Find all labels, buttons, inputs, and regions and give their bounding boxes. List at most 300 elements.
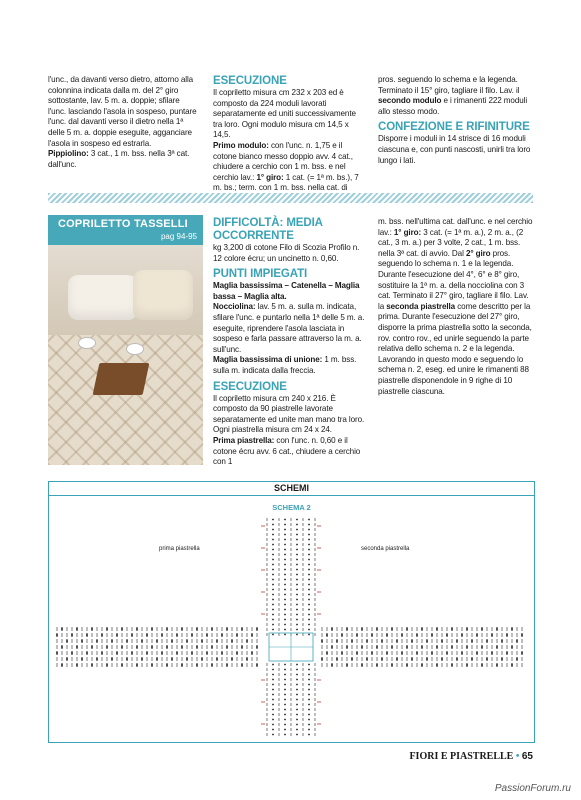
stitch-symbol xyxy=(296,699,298,701)
bold-term: Nocciolina: xyxy=(213,302,256,312)
stitch-symbol xyxy=(131,651,133,655)
bold-term: Maglia bassissima – Catenella – Maglia bassa – Maglia alta. xyxy=(213,281,360,301)
stitch-symbol xyxy=(186,639,188,643)
stitch-symbol xyxy=(296,709,298,711)
stitch-symbol xyxy=(272,699,274,701)
stitch-symbol xyxy=(284,584,286,586)
bold-term: Prima piastrella: xyxy=(213,435,275,445)
stitch-symbol xyxy=(81,657,83,661)
stitch-symbol xyxy=(346,645,348,649)
stitch-symbol xyxy=(396,639,398,643)
stitch-symbol xyxy=(272,689,274,691)
bold-term: seconda piastrella xyxy=(386,301,456,311)
stitch-symbol xyxy=(216,657,218,661)
stitch-symbol xyxy=(496,627,498,631)
stitch-symbol xyxy=(308,524,310,526)
text-column-top-2 xyxy=(213,75,363,205)
stitch-symbol xyxy=(272,684,274,686)
stitch-symbol xyxy=(241,663,243,667)
stitch-symbol xyxy=(71,633,73,637)
stitch-symbol xyxy=(272,664,274,666)
stitch-symbol xyxy=(106,663,108,667)
stitch-symbol xyxy=(391,645,393,649)
stitch-symbol xyxy=(436,645,438,649)
stitch-symbol xyxy=(296,534,298,536)
schemi-box xyxy=(48,481,535,743)
stitch-symbol xyxy=(308,604,310,606)
bold-term: Maglia bassissima di unione: xyxy=(213,355,323,365)
text-run: come descritto per la prima. Durante l'esecuzione del 27° giro, disporre la prima piastrella sotto la seconda, rov. contro rov., ed unirle seguendo la parte relativa dello schema n. 2 e la legenda. Lavorando in questo modo e seguendo lo schema n. 2, eseg. ed unire le rimanenti 88 piastrelle disponendole in 9 righe di 10 piastrelle ciascuna. xyxy=(378,301,532,396)
stitch-symbol xyxy=(284,634,286,636)
stitch-symbol xyxy=(376,663,378,667)
stitch-symbol xyxy=(308,729,310,731)
stitch-symbol xyxy=(308,529,310,531)
stitch-symbol xyxy=(296,579,298,581)
stitch-symbol xyxy=(296,674,298,676)
stitch-symbol xyxy=(381,639,383,643)
text-run: e i rimanenti 222 moduli allo stesso modo. xyxy=(378,96,528,116)
stitch-symbol xyxy=(272,704,274,706)
stitch-symbol xyxy=(516,639,518,643)
stitch-symbol xyxy=(391,663,393,667)
stitch-symbol xyxy=(346,627,348,631)
schemi-title: SCHEMI xyxy=(273,483,309,493)
stitch-symbol xyxy=(284,574,286,576)
paragraph xyxy=(213,281,365,302)
stitch-symbol xyxy=(284,719,286,721)
stitch-symbol xyxy=(181,663,183,667)
stitch-symbol xyxy=(284,579,286,581)
paragraph xyxy=(213,394,365,436)
stitch-symbol xyxy=(308,634,310,636)
stitch-symbol xyxy=(284,609,286,611)
bold-term: secondo modulo xyxy=(378,96,442,106)
stitch-symbol xyxy=(296,684,298,686)
stitch-symbol xyxy=(511,627,513,631)
stitch-symbol xyxy=(151,627,153,631)
stitch-symbol xyxy=(241,627,243,631)
stitch-symbol xyxy=(284,714,286,716)
stitch-symbol xyxy=(501,639,503,643)
label-prima-piastrella: prima piastrella xyxy=(159,546,200,552)
pillow-shape xyxy=(133,270,193,320)
stitch-symbol xyxy=(284,529,286,531)
stitch-symbol xyxy=(501,657,503,661)
stitch-symbol xyxy=(466,627,468,631)
stitch-symbol xyxy=(308,694,310,696)
stitch-symbol xyxy=(216,639,218,643)
stitch-symbol xyxy=(226,627,228,631)
stitch-symbol xyxy=(476,633,478,637)
stitch-symbol xyxy=(366,657,368,661)
stitch-symbol xyxy=(201,639,203,643)
stitch-symbol xyxy=(76,645,78,649)
footer-separator: • xyxy=(515,751,520,762)
stitch-symbol xyxy=(256,645,258,649)
stitch-symbol xyxy=(401,651,403,655)
stitch-symbol xyxy=(331,645,333,649)
stitch-symbol xyxy=(284,569,286,571)
stitch-symbol xyxy=(272,714,274,716)
stitch-symbol xyxy=(486,657,488,661)
stitch-symbol xyxy=(308,709,310,711)
stitch-symbol xyxy=(308,704,310,706)
stitch-symbol xyxy=(284,539,286,541)
stitch-symbol xyxy=(461,651,463,655)
stitch-symbol xyxy=(284,669,286,671)
text-column-top-1 xyxy=(48,75,198,170)
stitch-symbol xyxy=(96,639,98,643)
stitch-symbol xyxy=(81,639,83,643)
stitch-symbol xyxy=(284,724,286,726)
stitch-symbol xyxy=(296,574,298,576)
paragraph: Disporre i moduli in 14 strisce di 16 moduli ciascuna e, con punti nascosti, unirli tra loro lungo i lati. xyxy=(378,134,531,165)
pillow-shape xyxy=(68,275,138,320)
stitch-symbol xyxy=(126,639,128,643)
stitch-symbol xyxy=(272,674,274,676)
stitch-symbol xyxy=(151,645,153,649)
stitch-symbol xyxy=(431,633,433,637)
stitch-symbol xyxy=(236,633,238,637)
stitch-symbol xyxy=(351,657,353,661)
stitch-symbol xyxy=(111,639,113,643)
stitch-symbol xyxy=(516,657,518,661)
cup-shape xyxy=(78,337,96,349)
stitch-symbol xyxy=(126,657,128,661)
stitch-symbol xyxy=(66,639,68,643)
stitch-symbol xyxy=(136,663,138,667)
stitch-symbol xyxy=(296,619,298,621)
stitch-symbol xyxy=(284,689,286,691)
stitch-symbol xyxy=(211,663,213,667)
stitch-symbol xyxy=(284,664,286,666)
paragraph xyxy=(378,75,533,117)
stitch-symbol xyxy=(446,651,448,655)
stitch-symbol xyxy=(308,519,310,521)
stitch-symbol xyxy=(146,651,148,655)
stitch-symbol xyxy=(96,657,98,661)
stitch-symbol xyxy=(56,633,58,637)
stitch-symbol xyxy=(296,734,298,736)
stitch-symbol xyxy=(296,614,298,616)
stitch-symbol xyxy=(156,657,158,661)
stitch-symbol xyxy=(421,663,423,667)
stitch-symbol xyxy=(272,604,274,606)
bold-term: 1° giro: xyxy=(393,227,422,237)
stitch-symbol xyxy=(284,594,286,596)
stitch-symbol xyxy=(361,663,363,667)
stitch-symbol xyxy=(206,633,208,637)
stitch-symbol xyxy=(231,639,233,643)
page-number: 65 xyxy=(521,751,533,762)
stitch-symbol xyxy=(284,544,286,546)
stitch-symbol xyxy=(296,529,298,531)
stitch-symbol xyxy=(61,627,63,631)
stitch-symbol xyxy=(181,645,183,649)
blanket-pattern xyxy=(48,335,203,465)
stitch-symbol xyxy=(56,651,58,655)
stitch-symbol xyxy=(61,663,63,667)
stitch-symbol xyxy=(376,645,378,649)
stitch-symbol xyxy=(211,645,213,649)
stitch-symbol xyxy=(191,633,193,637)
stitch-symbol xyxy=(272,599,274,601)
stitch-symbol xyxy=(351,639,353,643)
stitch-symbol xyxy=(296,594,298,596)
text-column-mid-3 xyxy=(378,217,533,397)
stitch-symbol xyxy=(284,589,286,591)
stitch-symbol xyxy=(296,604,298,606)
paragraph xyxy=(378,217,533,397)
text-run: con l'unc. n. 0,60 e il cotone écru avv. 6 cat., chiudere a cerchio con 1 xyxy=(213,435,361,467)
text-run: Il copriletto misura cm 240 x 216. È composto da 90 piastrelle lavorate separatamente ed unite man mano tra loro. Ogni piastrella misura cm 24 x 24. xyxy=(213,393,365,435)
stitch-symbol xyxy=(296,724,298,726)
stitch-symbol xyxy=(272,609,274,611)
stitch-symbol xyxy=(321,657,323,661)
stitch-symbol xyxy=(326,633,328,637)
stitch-symbol xyxy=(471,657,473,661)
stitch-symbol xyxy=(308,719,310,721)
stitch-symbol xyxy=(496,663,498,667)
text-column-top-3 xyxy=(378,75,533,166)
stitch-symbol xyxy=(272,589,274,591)
stitch-symbol xyxy=(331,663,333,667)
stitch-symbol xyxy=(308,664,310,666)
stitch-symbol xyxy=(91,645,93,649)
stitch-symbol xyxy=(426,639,428,643)
stitch-symbol xyxy=(341,651,343,655)
stitch-symbol xyxy=(61,645,63,649)
stitch-symbol xyxy=(272,694,274,696)
stitch-symbol xyxy=(241,645,243,649)
stitch-symbol xyxy=(386,651,388,655)
stitch-symbol xyxy=(106,645,108,649)
paragraph xyxy=(48,75,198,149)
stitch-symbol xyxy=(481,663,483,667)
stitch-symbol xyxy=(406,627,408,631)
stitch-symbol xyxy=(506,651,508,655)
stitch-symbol xyxy=(226,645,228,649)
stitch-symbol xyxy=(296,624,298,626)
stitch-symbol xyxy=(308,614,310,616)
stitch-symbol xyxy=(141,639,143,643)
stitch-symbol xyxy=(421,627,423,631)
stitch-symbol xyxy=(308,609,310,611)
stitch-symbol xyxy=(121,627,123,631)
stitch-symbol xyxy=(296,634,298,636)
stitch-symbol xyxy=(272,669,274,671)
stitch-symbol xyxy=(308,674,310,676)
tray-shape xyxy=(93,363,150,395)
stitch-symbol xyxy=(272,594,274,596)
stitch-symbol xyxy=(308,539,310,541)
stitch-symbol xyxy=(308,574,310,576)
stitch-symbol xyxy=(272,724,274,726)
stitch-symbol xyxy=(284,564,286,566)
text-run: lav. 5 m. a. sulla m. indicata, sfilare l'unc. e puntarlo nella 1ª delle 5 m. a. eseguite, riprendere l'asola lasciata in sospeso e farla passare attraverso la m. a. sull'unc. xyxy=(213,302,365,354)
section-heading-esecuzione: ESECUZIONE xyxy=(213,75,287,87)
stitch-symbol xyxy=(246,657,248,661)
stitch-symbol xyxy=(284,624,286,626)
stitch-symbol xyxy=(296,664,298,666)
stitch-symbol xyxy=(272,619,274,621)
label-seconda-piastrella: seconda piastrella xyxy=(361,546,410,552)
stitch-symbol xyxy=(272,679,274,681)
section-heading: PUNTI IMPIEGATI xyxy=(213,268,308,281)
stitch-symbol xyxy=(284,604,286,606)
stitch-symbol xyxy=(426,657,428,661)
stitch-symbol xyxy=(272,624,274,626)
stitch-symbol xyxy=(308,544,310,546)
stitch-symbol xyxy=(201,657,203,661)
stitch-symbol xyxy=(284,549,286,551)
stitch-symbol xyxy=(371,633,373,637)
stitch-symbol xyxy=(441,639,443,643)
stitch-symbol xyxy=(226,663,228,667)
stitch-symbol xyxy=(272,559,274,561)
stitch-symbol xyxy=(272,519,274,521)
text-run: Il copriletto misura cm 232 x 203 ed è composto da 224 moduli lavorati separatamente ed uniti successivamente tra loro. Ogni modulo misura cm 14,5 x 14,5. xyxy=(213,88,356,140)
stitch-symbol xyxy=(481,627,483,631)
stitch-symbol xyxy=(376,627,378,631)
stitch-symbol xyxy=(284,709,286,711)
stitch-symbol xyxy=(336,657,338,661)
stitch-symbol xyxy=(326,651,328,655)
stitch-symbol xyxy=(206,651,208,655)
stitch-symbol xyxy=(308,594,310,596)
stitch-symbol xyxy=(116,651,118,655)
stitch-symbol xyxy=(466,645,468,649)
stitch-symbol xyxy=(308,549,310,551)
stitch-symbol xyxy=(76,627,78,631)
stitch-symbol xyxy=(166,645,168,649)
stitch-symbol xyxy=(296,539,298,541)
stitch-symbol xyxy=(121,663,123,667)
stitch-symbol xyxy=(71,651,73,655)
stitch-symbol xyxy=(156,639,158,643)
stitch-symbol xyxy=(366,639,368,643)
stitch-symbol xyxy=(356,651,358,655)
text-run: 3 cat., 1 m. bss. nella 3ª cat. dall'unc. xyxy=(48,149,190,169)
stitch-symbol xyxy=(396,657,398,661)
bold-term: 1° giro: xyxy=(256,172,284,182)
stitch-symbol xyxy=(186,657,188,661)
stitch-symbol xyxy=(251,651,253,655)
stitch-symbol xyxy=(391,627,393,631)
stitch-symbol xyxy=(461,633,463,637)
bold-term: 2° giro xyxy=(465,248,491,258)
stitch-symbol xyxy=(284,674,286,676)
stitch-symbol xyxy=(491,633,493,637)
text-run: 1 m. bss. sulla m. indicata dalla freccia. xyxy=(213,355,357,375)
photo-pages: pag 94-95 xyxy=(160,232,197,241)
stitch-symbol xyxy=(481,645,483,649)
stitch-symbol xyxy=(171,639,173,643)
stitch-symbol xyxy=(236,651,238,655)
stitch-symbol xyxy=(511,663,513,667)
paragraph-block xyxy=(378,75,533,117)
stitch-symbol xyxy=(141,657,143,661)
stitch-symbol xyxy=(308,589,310,591)
text-run: l'unc., da davanti verso dietro, attorno alla colonnina indicata dalla m. del 2° giro sottostante, lav. 5 m. a. doppie; sfilare l'unc. lasciando l'asola in sospeso, puntare l'unc. dal davanti verso il dietro nella 1ª delle 5 m. a. doppie eseguite, agganciare l'asola in sospeso ed estrarla. xyxy=(48,75,197,148)
stitch-symbol xyxy=(272,564,274,566)
text-column-mid-2 xyxy=(213,217,365,468)
stitch-symbol xyxy=(284,629,286,631)
stitch-symbol xyxy=(356,633,358,637)
stitch-symbol xyxy=(272,544,274,546)
stitch-symbol xyxy=(436,663,438,667)
stitch-symbol xyxy=(296,564,298,566)
stitch-symbol xyxy=(272,629,274,631)
stitch-symbol xyxy=(296,689,298,691)
stitch-symbol xyxy=(446,633,448,637)
stitch-symbol xyxy=(166,663,168,667)
stitch-symbol xyxy=(151,663,153,667)
stitch-symbol xyxy=(284,699,286,701)
stitch-symbol xyxy=(296,694,298,696)
text-run: m. bss. nell'ultima cat. dall'unc. e nel cerchio lav.: xyxy=(378,217,533,237)
stitch-symbol xyxy=(196,645,198,649)
stitch-symbol xyxy=(511,645,513,649)
stitch-symbol xyxy=(272,539,274,541)
stitch-symbol xyxy=(308,734,310,736)
stitch-symbol xyxy=(471,639,473,643)
stitch-symbol xyxy=(231,657,233,661)
stitch-symbol xyxy=(296,549,298,551)
stitch-symbol xyxy=(411,657,413,661)
stitch-symbol xyxy=(296,599,298,601)
stitch-symbol xyxy=(284,704,286,706)
stitch-symbol xyxy=(308,689,310,691)
stitch-symbol xyxy=(272,529,274,531)
stitch-symbol xyxy=(296,679,298,681)
stitch-symbol xyxy=(256,663,258,667)
text-run: pros. seguendo lo schema e la legenda. Terminato il 15° giro, tagliare il filo. Lav. il xyxy=(378,75,520,95)
stitch-symbol xyxy=(308,579,310,581)
stitch-symbol xyxy=(296,519,298,521)
stitch-symbol xyxy=(136,627,138,631)
paragraph xyxy=(213,243,365,264)
stitch-symbol xyxy=(111,657,113,661)
stitch-symbol xyxy=(296,589,298,591)
stitch-symbol xyxy=(451,663,453,667)
stitch-symbol xyxy=(86,633,88,637)
stitch-symbol xyxy=(296,629,298,631)
stitch-symbol xyxy=(121,645,123,649)
stitch-symbol xyxy=(308,584,310,586)
stitch-symbol xyxy=(296,714,298,716)
stitch-symbol xyxy=(272,574,274,576)
stitch-symbol xyxy=(346,663,348,667)
section-heading: DIFFICOLTÀ: MEDIA xyxy=(213,217,323,229)
stitch-symbol xyxy=(476,651,478,655)
paragraph xyxy=(213,436,365,468)
stitch-symbol xyxy=(272,534,274,536)
stitch-symbol xyxy=(296,584,298,586)
stitch-symbol xyxy=(296,609,298,611)
stitch-symbol xyxy=(191,651,193,655)
stitch-symbol xyxy=(296,669,298,671)
stitch-symbol xyxy=(284,519,286,521)
stitch-symbol xyxy=(451,645,453,649)
stitch-symbol xyxy=(401,633,403,637)
stitch-symbol xyxy=(221,633,223,637)
stitch-symbol xyxy=(296,554,298,556)
stitch-symbol xyxy=(101,633,103,637)
magazine-name: FIORI E PIASTRELLE xyxy=(409,751,514,762)
stitch-symbol xyxy=(506,633,508,637)
stitch-symbol xyxy=(256,627,258,631)
